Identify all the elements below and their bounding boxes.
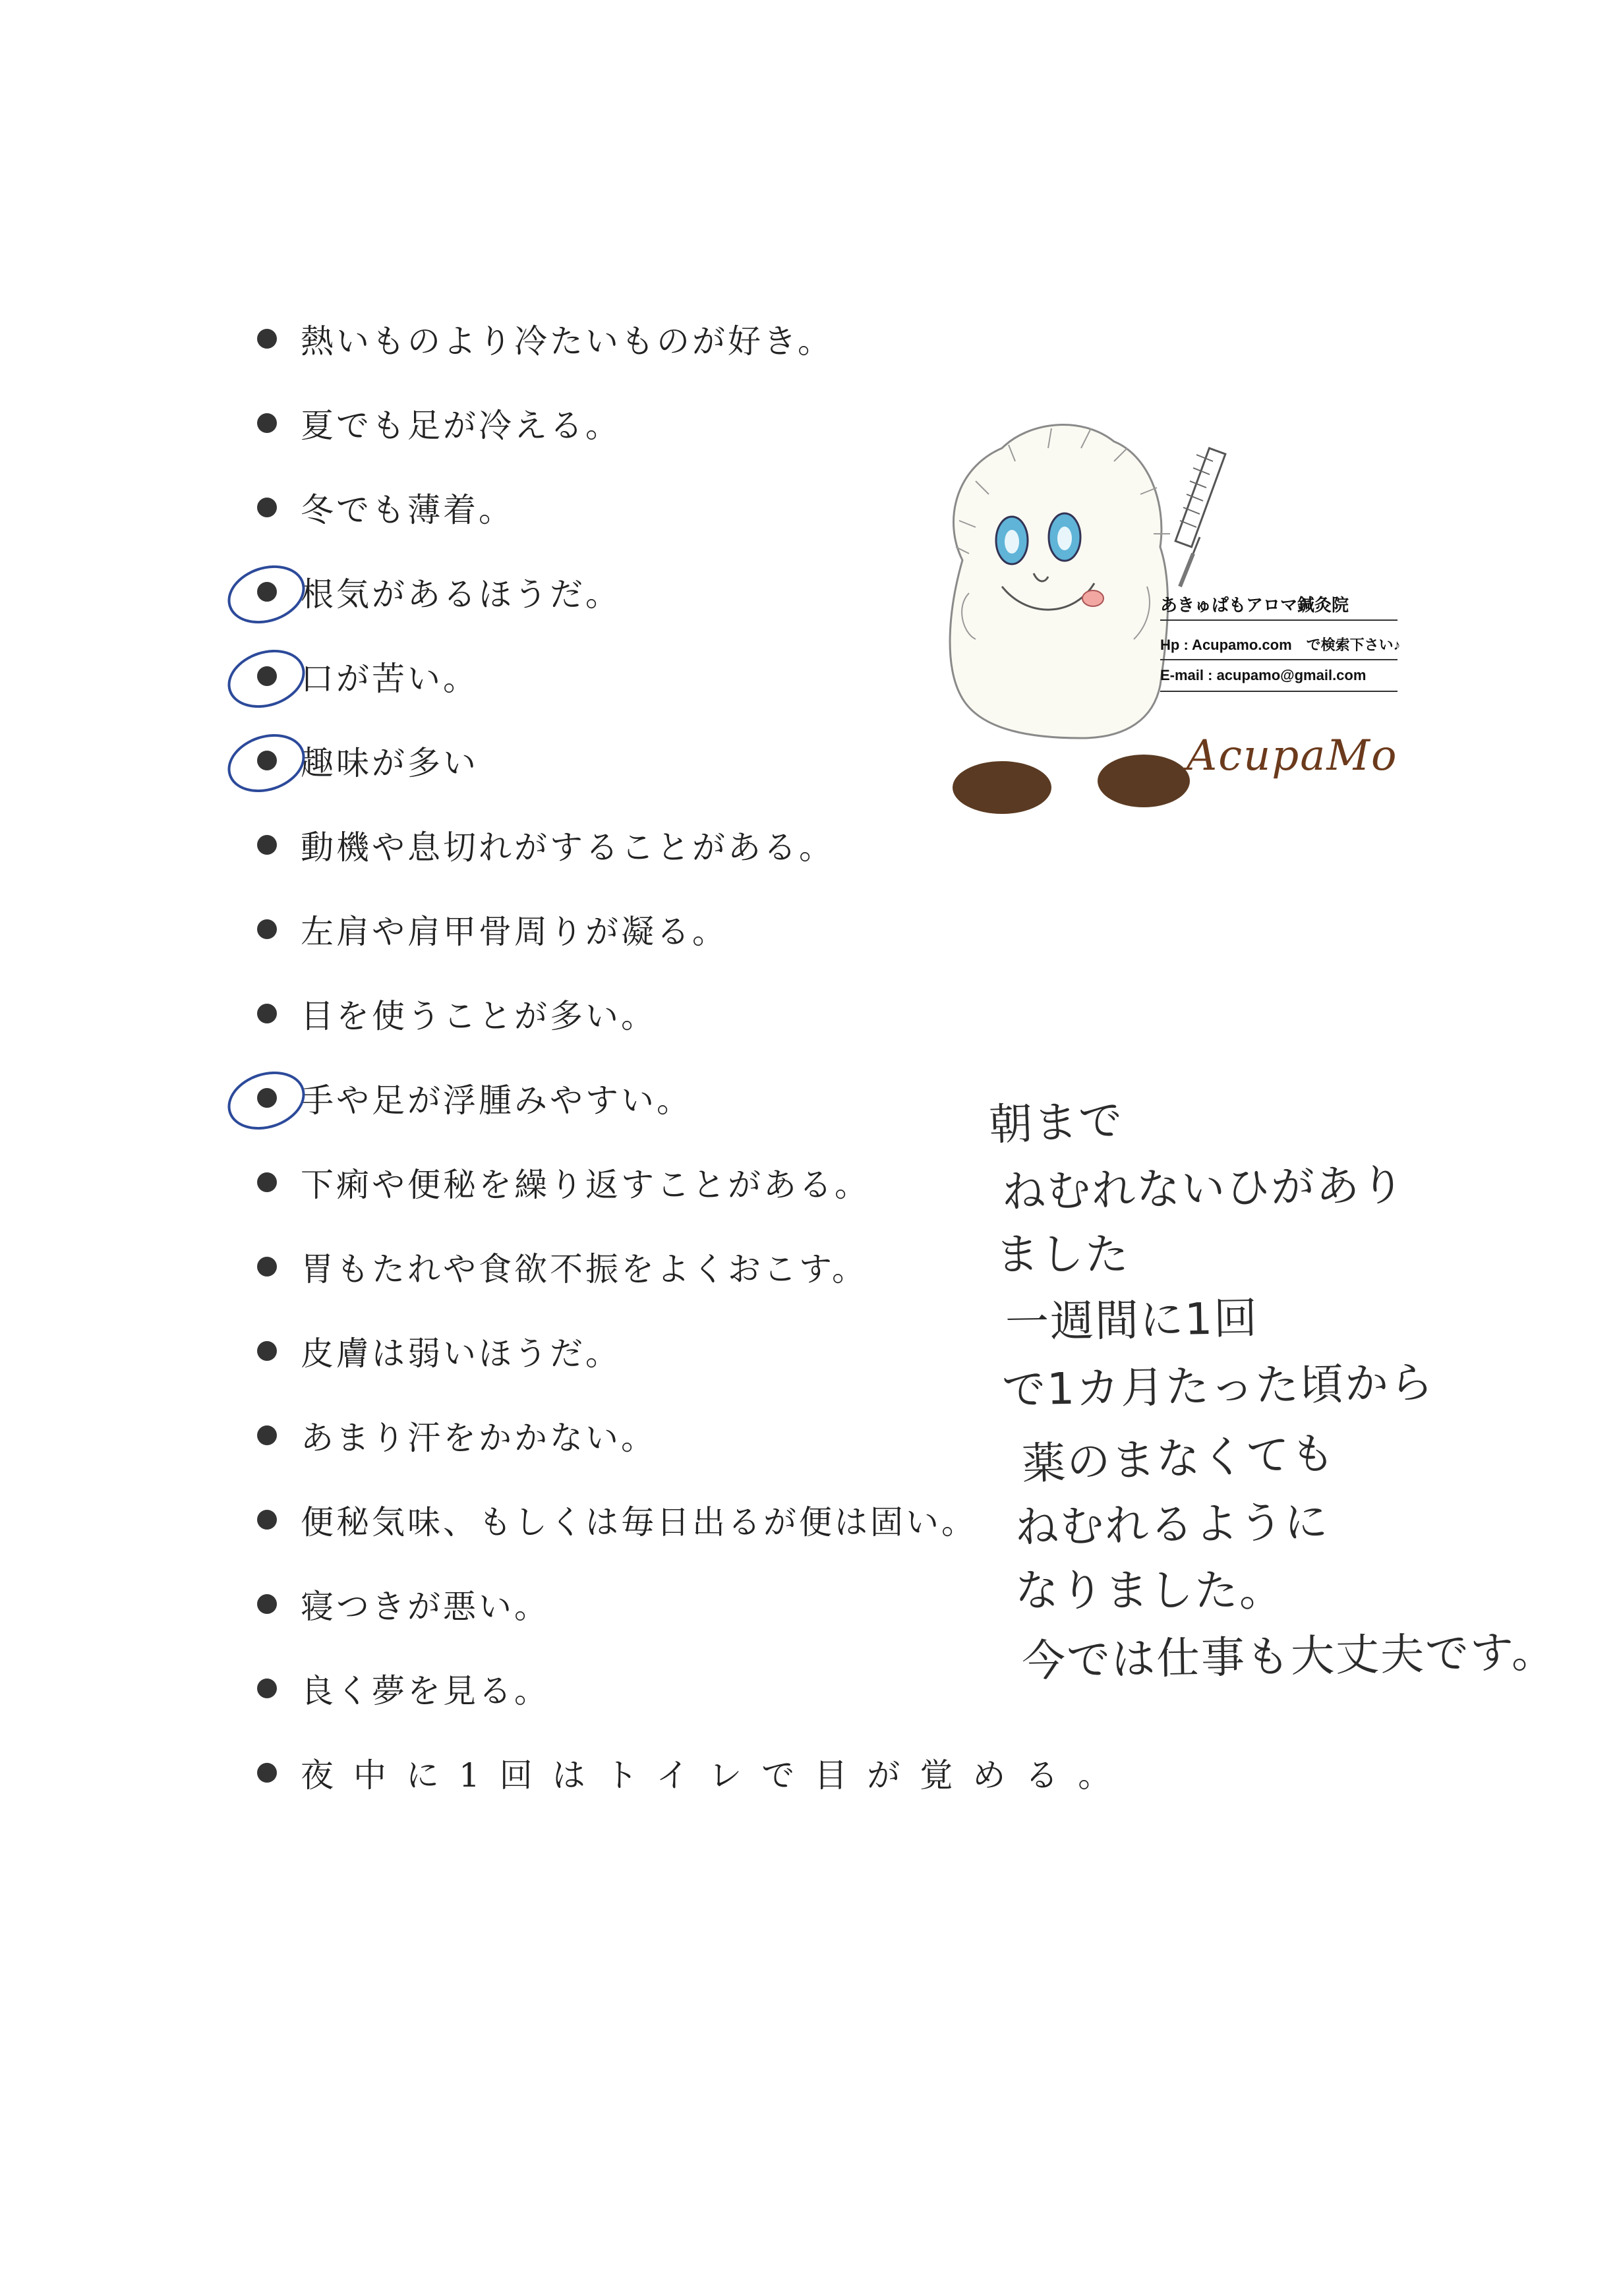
- checklist-item: [257, 1646, 1131, 1731]
- clinic-homepage: Hp : Acupamo.com で検索下さい♪: [1160, 637, 1401, 653]
- checklist-item-text: 皮膚は弱いほうだ。: [301, 1335, 621, 1373]
- bullet-icon: [257, 1594, 277, 1614]
- bullet-icon: [257, 1172, 277, 1192]
- handnote-line: ねむれるように: [1015, 1496, 1330, 1553]
- checklist-item: [257, 1478, 1131, 1562]
- mascot-body: [950, 425, 1170, 738]
- checklist-item-text: 趣味が多い: [301, 744, 479, 782]
- bullet-icon: [257, 835, 277, 855]
- checklist-item-text: 良く夢を見る。: [301, 1672, 550, 1710]
- handnote-line: 朝まで: [987, 1095, 1125, 1151]
- bullet-icon: [257, 1257, 277, 1277]
- bullet-icon: [257, 1088, 277, 1108]
- checklist-item-text: 便秘気味、もしくは毎日出るが便は固い。: [301, 1503, 977, 1541]
- checklist-item: [257, 1309, 1131, 1393]
- bullet-icon: [257, 329, 277, 349]
- checklist-item-text: 夜中に1回はトイレで目が覚める。: [301, 1756, 1131, 1794]
- card-divider: [1160, 659, 1398, 660]
- bullet-icon: [257, 1004, 277, 1023]
- checklist-item-text: 手や足が浮腫みやすい。: [301, 1081, 692, 1120]
- handnote-line: ました: [995, 1229, 1130, 1280]
- card-divider: [1160, 619, 1398, 621]
- bullet-icon: [257, 751, 277, 770]
- mascot-foot: [953, 761, 1051, 814]
- handnote-line: で1カ月たった頃から: [1001, 1357, 1435, 1416]
- checklist-item-text: あまり汗をかかない。: [301, 1419, 657, 1457]
- handnote-line: なりました。: [1015, 1565, 1284, 1616]
- checklist-item: [257, 297, 1131, 381]
- handnote-line: ねむれないひがあり: [1001, 1159, 1406, 1218]
- checklist-item-text: 夏でも足が冷える。: [301, 407, 621, 445]
- checklist-item: [257, 1562, 1131, 1646]
- checklist-item-text: 胃もたれや食欲不振をよくおこす。: [301, 1250, 868, 1288]
- checklist-item-text: 根気があるほうだ。: [301, 575, 621, 614]
- checklist-item-text: 動機や息切れがすることがある。: [301, 828, 835, 867]
- bullet-icon: [257, 1679, 277, 1698]
- bullet-icon: [257, 666, 277, 686]
- bullet-icon: [257, 498, 277, 517]
- clinic-name: あきゅぱもアロマ鍼灸院: [1160, 595, 1349, 615]
- checklist-item-text: 寝つきが悪い。: [301, 1588, 550, 1626]
- handnote-line: 一週間に1回: [1005, 1292, 1259, 1348]
- mascot-foot: [1098, 755, 1190, 807]
- bullet-icon: [257, 413, 277, 433]
- checklist-item: [257, 1731, 1131, 1815]
- checklist-item: [257, 971, 1131, 1056]
- checklist-item: [257, 1393, 1131, 1478]
- checklist-item-text: 口が苦い。: [301, 660, 479, 698]
- checklist-item-text: 下痢や便秘を繰り返すことがある。: [301, 1166, 870, 1204]
- clinic-email: E-mail : acupamo@gmail.com: [1160, 667, 1367, 683]
- brand-logo: AcupaMo: [1187, 732, 1398, 780]
- bullet-icon: [257, 919, 277, 939]
- handnote-line: 薬のまなくても: [1021, 1427, 1337, 1490]
- checklist-item: [257, 887, 1131, 971]
- checklist-item-text: 目を使うことが多い。: [301, 997, 657, 1035]
- bullet-icon: [257, 582, 277, 602]
- bullet-icon: [257, 1341, 277, 1361]
- clinic-business-card: [916, 389, 1417, 824]
- checklist-item-text: 熱いものより冷たいものが好き。: [301, 322, 833, 360]
- card-divider: [1160, 691, 1398, 692]
- needle-icon: [1175, 448, 1225, 587]
- handnote-line: 今では仕事も大丈夫です。: [1021, 1626, 1557, 1687]
- checklist-item: [257, 1140, 1131, 1224]
- bullet-icon: [257, 1510, 277, 1530]
- checklist-item-text: 冬でも薄着。: [301, 491, 514, 529]
- bullet-icon: [257, 1763, 277, 1783]
- checklist-item-text: 左肩や肩甲骨周りが凝る。: [301, 913, 728, 951]
- bullet-icon: [257, 1425, 277, 1445]
